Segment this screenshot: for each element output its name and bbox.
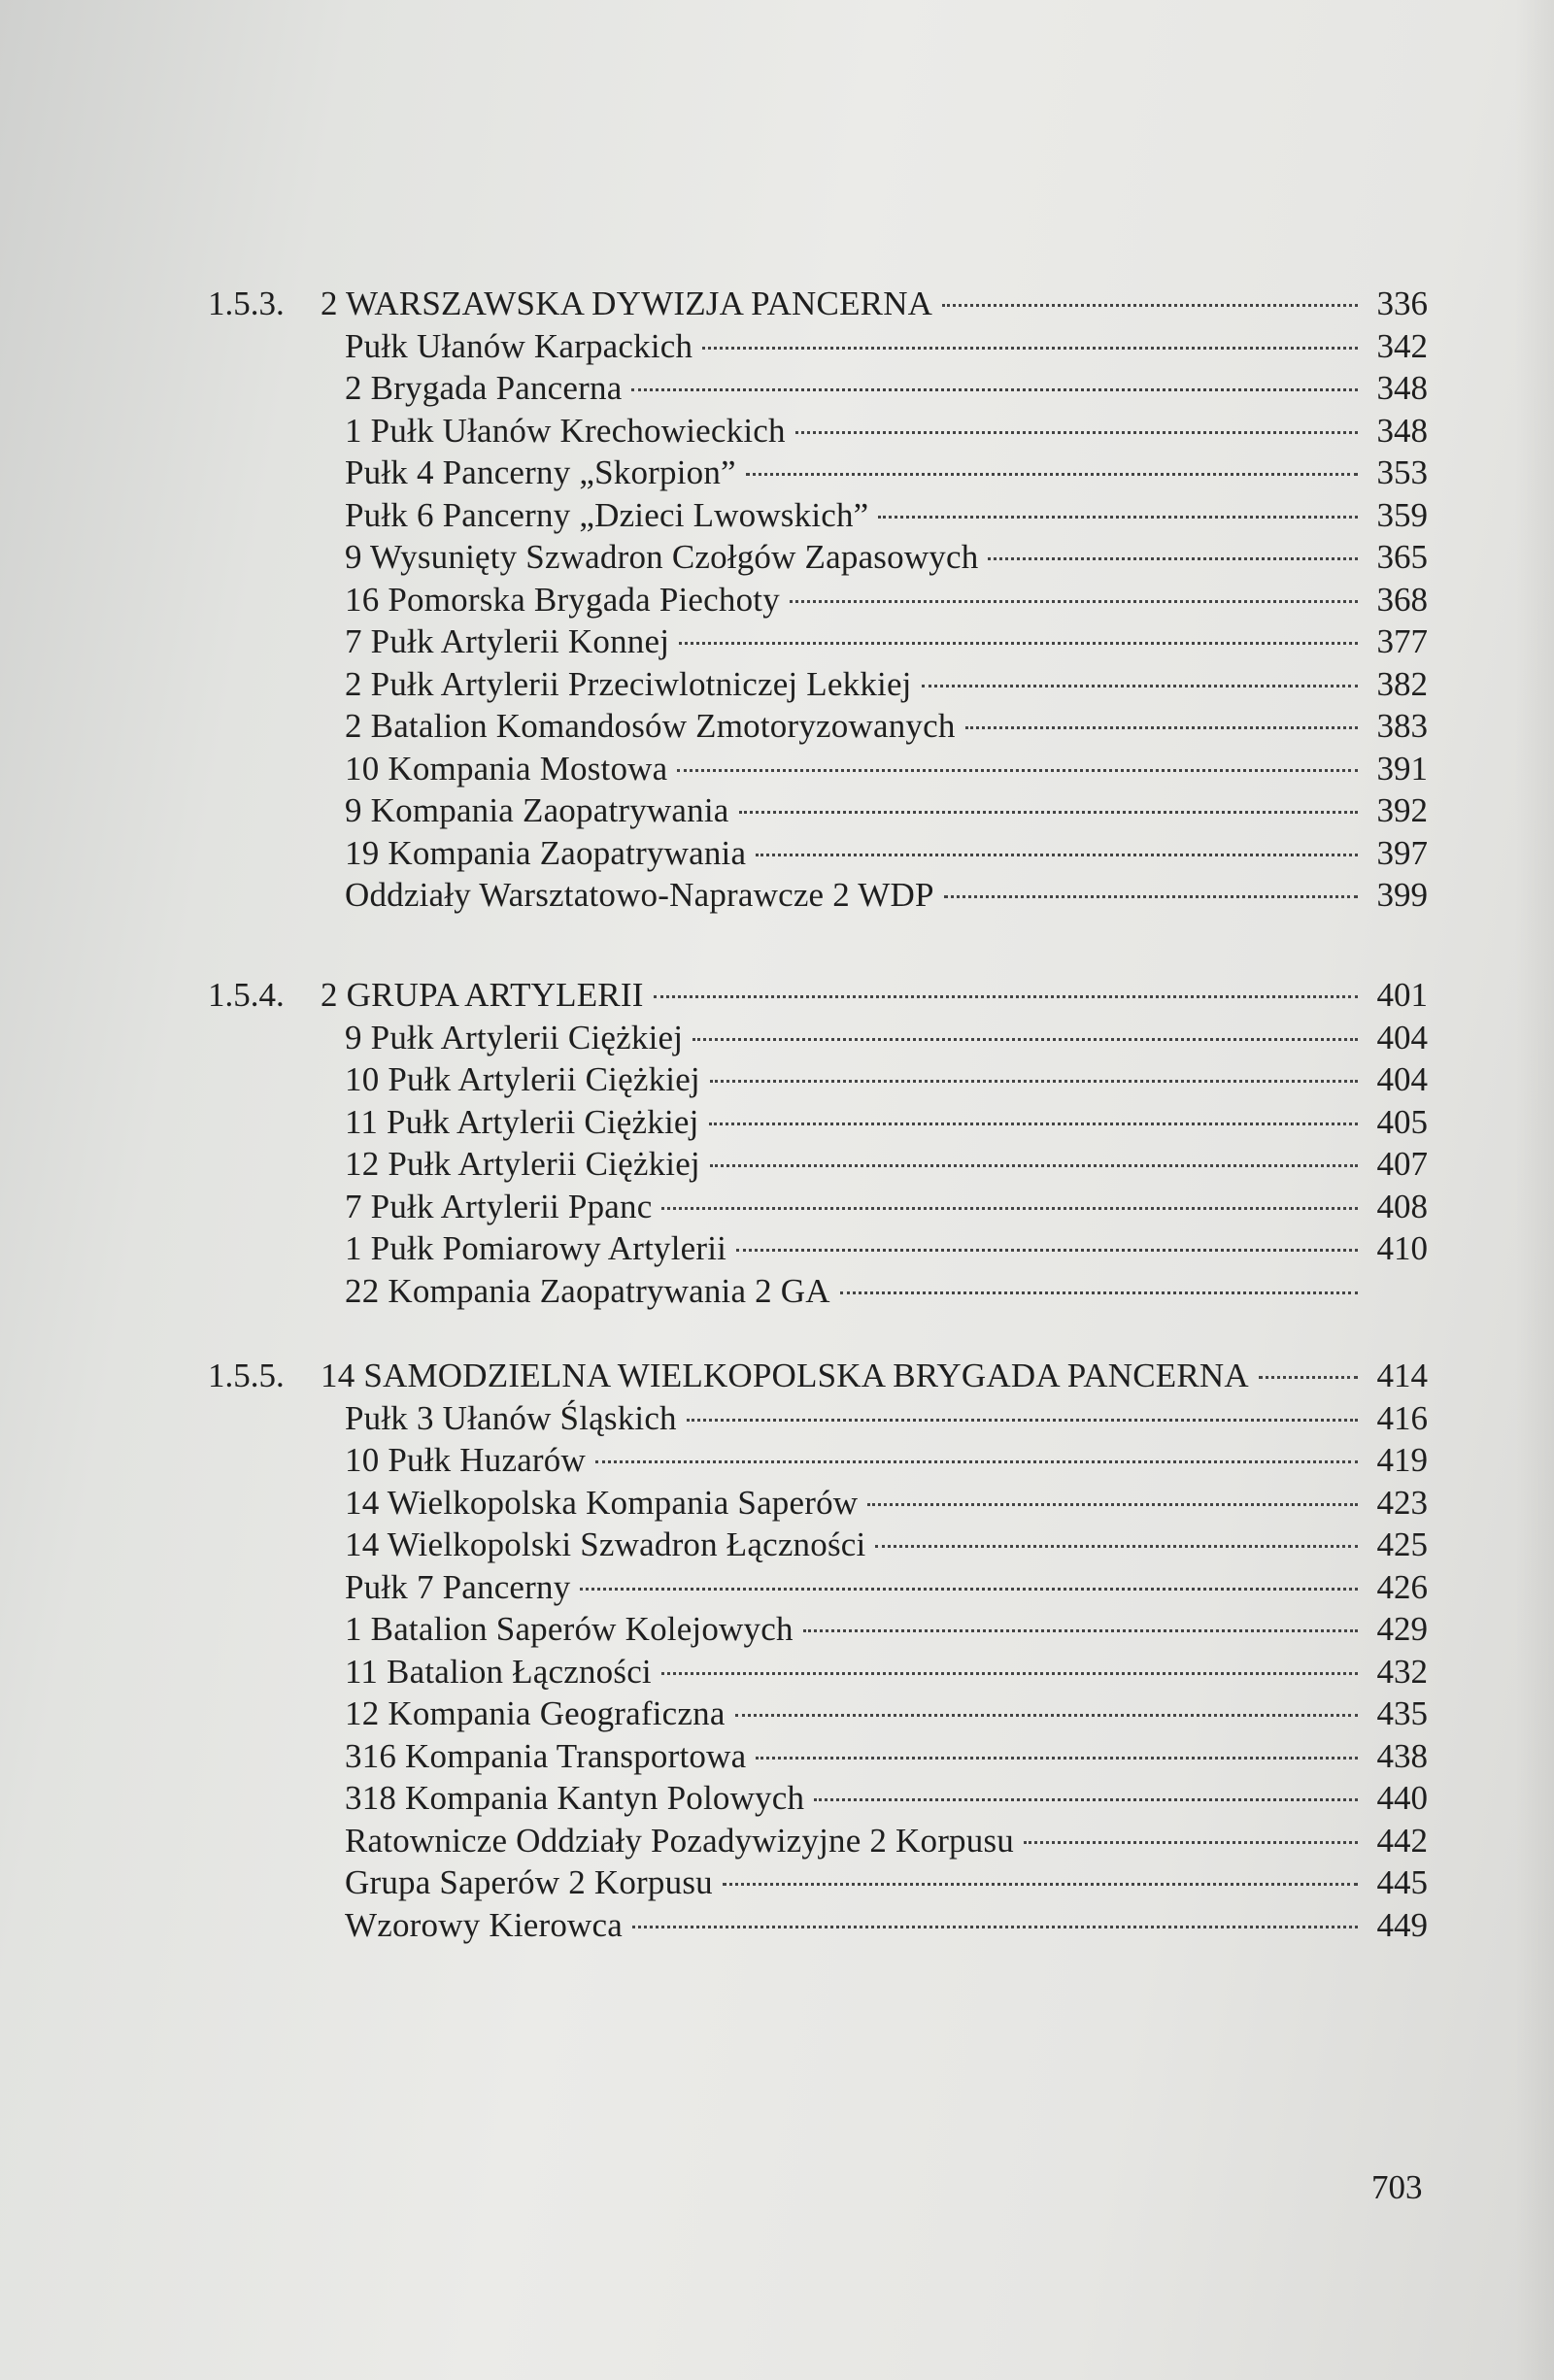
entry-title: 22 Kompania Zaopatrywania 2 GA	[345, 1271, 830, 1310]
toc-entry	[345, 1018, 1428, 1058]
entry-page-number: 353	[1376, 453, 1428, 491]
toc-entry	[345, 1736, 1428, 1777]
dot-leader	[1259, 1376, 1358, 1379]
toc-entry	[345, 1187, 1428, 1227]
toc-entry	[345, 1398, 1428, 1439]
dot-leader	[756, 854, 1358, 856]
entry-page-number: 404	[1376, 1060, 1428, 1098]
dot-leader	[746, 473, 1358, 476]
entry-title: 14 Wielkopolska Kompania Saperów	[345, 1483, 859, 1522]
entry-page-number: 404	[1376, 1018, 1428, 1056]
toc-entry	[345, 621, 1428, 662]
entry-title: 1 Pułk Pomiarowy Artylerii	[345, 1229, 727, 1267]
entry-page-number: 408	[1376, 1187, 1428, 1225]
dot-leader	[944, 895, 1358, 898]
toc-entry	[345, 1483, 1428, 1524]
entry-title: 1 Batalion Saperów Kolejowych	[345, 1610, 794, 1648]
dot-leader	[756, 1757, 1358, 1760]
entry-title: 2 Brygada Pancerna	[345, 369, 623, 407]
toc-entry	[345, 1525, 1428, 1565]
entry-page-number: 392	[1376, 791, 1428, 829]
dot-leader	[867, 1503, 1358, 1506]
entry-page-number: 397	[1376, 833, 1428, 872]
toc-section-heading	[208, 975, 1428, 1016]
toc-entry	[345, 495, 1428, 536]
dot-leader	[814, 1798, 1358, 1801]
entry-title: Ratownicze Oddziały Pozadywizyjne 2 Korpusu	[345, 1821, 1014, 1860]
toc-entry	[345, 1102, 1428, 1143]
entry-page-number: 449	[1376, 1905, 1428, 1944]
entry-title: 1 Pułk Ułanów Krechowieckich	[345, 411, 786, 450]
dot-leader	[790, 600, 1358, 603]
entry-title: 10 Pułk Huzarów	[345, 1441, 586, 1479]
entry-title: 10 Kompania Mostowa	[345, 749, 668, 788]
entry-page-number: 342	[1376, 326, 1428, 365]
entry-title: Pułk 3 Ułanów Śląskich	[345, 1398, 677, 1437]
dot-leader	[677, 769, 1358, 772]
dot-leader	[631, 388, 1358, 391]
dot-leader	[735, 1714, 1358, 1717]
entry-page-number: 419	[1376, 1441, 1428, 1479]
dot-leader	[840, 1291, 1358, 1294]
toc-entry	[345, 749, 1428, 789]
entry-title: 7 Pułk Artylerii Konnej	[345, 622, 670, 660]
entry-title: 316 Kompania Transportowa	[345, 1736, 747, 1775]
toc-entry	[345, 790, 1428, 831]
dot-leader	[580, 1588, 1358, 1591]
page-number: 703	[1371, 2168, 1423, 2206]
toc-entry	[345, 1905, 1428, 1946]
dot-leader	[803, 1629, 1358, 1632]
dot-leader	[687, 1419, 1358, 1422]
toc-entry	[345, 326, 1428, 367]
entry-title: Grupa Saperów 2 Korpusu	[345, 1863, 713, 1901]
page-edge-shadow	[1515, 0, 1554, 2380]
section-title: 14 SAMODZIELNA WIELKOPOLSKA BRYGADA PANCERNA	[321, 1357, 1249, 1394]
toc-entry	[345, 368, 1428, 409]
entry-title: Pułk 6 Pancerny „Dzieci Lwowskich”	[345, 495, 869, 534]
dot-leader	[723, 1883, 1358, 1886]
toc-entry	[345, 537, 1428, 578]
dot-leader	[965, 726, 1358, 729]
entry-title: 12 Kompania Geograficzna	[345, 1694, 726, 1732]
toc-entry	[345, 580, 1428, 620]
entry-title: 14 Wielkopolski Szwadron Łączności	[345, 1525, 866, 1563]
entry-page-number: 336	[1376, 285, 1428, 322]
section-title: 2 GRUPA ARTYLERII	[321, 976, 644, 1014]
entry-page-number: 348	[1376, 411, 1428, 450]
entry-page-number: 359	[1376, 495, 1428, 534]
section-title: 2 WARSZAWSKA DYWIZJA PANCERNA	[321, 285, 933, 322]
toc-entry	[345, 664, 1428, 705]
entry-page-number: 429	[1376, 1610, 1428, 1648]
dot-leader	[710, 1164, 1358, 1167]
toc-entry	[345, 453, 1428, 493]
entry-title: 2 Pułk Artylerii Przeciwlotniczej Lekkiej	[345, 664, 912, 703]
toc-entry	[345, 1609, 1428, 1650]
entry-title: Oddziały Warsztatowo-Naprawcze 2 WDP	[345, 876, 934, 914]
dot-leader	[875, 1545, 1358, 1548]
toc-entry	[345, 411, 1428, 452]
entry-page-number: 365	[1376, 538, 1428, 576]
entry-page-number: 405	[1376, 1102, 1428, 1141]
toc-entry	[345, 875, 1428, 916]
entry-page-number: 426	[1376, 1567, 1428, 1606]
toc-entry	[345, 706, 1428, 747]
entry-page-number: 423	[1376, 1483, 1428, 1522]
dot-leader	[710, 1080, 1358, 1083]
entry-page-number: 435	[1376, 1694, 1428, 1732]
dot-leader	[661, 1672, 1358, 1675]
entry-page-number: 407	[1376, 1145, 1428, 1183]
toc-entry	[345, 1144, 1428, 1185]
entry-title: 9 Pułk Artylerii Ciężkiej	[345, 1018, 684, 1056]
toc-entry	[345, 1059, 1428, 1100]
toc-entry	[345, 1228, 1428, 1269]
entry-title: 9 Kompania Zaopatrywania	[345, 791, 729, 829]
entry-page-number: 432	[1376, 1652, 1428, 1691]
dot-leader	[661, 1207, 1358, 1210]
entry-title: Pułk Ułanów Karpackich	[345, 326, 693, 365]
toc-entry	[345, 1778, 1428, 1819]
entry-page-number: 377	[1376, 622, 1428, 660]
entry-title: 2 Batalion Komandosów Zmotoryzowanych	[345, 707, 956, 745]
entry-page-number: 348	[1376, 369, 1428, 407]
entry-page-number: 425	[1376, 1525, 1428, 1563]
entry-page-number: 442	[1376, 1821, 1428, 1860]
toc-entry	[345, 1440, 1428, 1481]
entry-page-number: 383	[1376, 707, 1428, 745]
dot-leader	[654, 995, 1358, 998]
toc-section-heading	[208, 1356, 1428, 1396]
entry-page-number: 416	[1376, 1398, 1428, 1437]
toc-entry	[345, 1693, 1428, 1734]
entry-page-number: 399	[1376, 876, 1428, 914]
dot-leader	[922, 685, 1358, 687]
section-number: 1.5.4.	[208, 976, 285, 1014]
entry-page-number: 414	[1376, 1357, 1428, 1394]
entry-title: Pułk 4 Pancerny „Skorpion”	[345, 453, 736, 491]
dot-leader	[679, 642, 1358, 645]
entry-title: 7 Pułk Artylerii Ppanc	[345, 1187, 653, 1225]
section-number: 1.5.5.	[208, 1357, 285, 1394]
dot-leader	[736, 1249, 1358, 1252]
entry-title: 318 Kompania Kantyn Polowych	[345, 1779, 805, 1817]
entry-title: 12 Pułk Artylerii Ciężkiej	[345, 1145, 700, 1183]
toc-entry	[345, 833, 1428, 874]
entry-title: 9 Wysunięty Szwadron Czołgów Zapasowych	[345, 538, 979, 576]
dot-leader	[702, 347, 1358, 350]
entry-title: 11 Pułk Artylerii Ciężkiej	[345, 1102, 699, 1141]
entry-title: Wzorowy Kierowca	[345, 1905, 623, 1944]
entry-page-number: 440	[1376, 1779, 1428, 1817]
toc-section-heading	[208, 284, 1428, 324]
entry-page-number: 391	[1376, 749, 1428, 788]
entry-page-number: 401	[1376, 976, 1428, 1014]
toc-entry	[345, 1652, 1428, 1693]
toc-entry	[345, 1821, 1428, 1861]
entry-page-number: 445	[1376, 1863, 1428, 1901]
dot-leader	[878, 516, 1358, 519]
entry-page-number: 368	[1376, 580, 1428, 619]
dot-leader	[988, 557, 1358, 560]
dot-leader	[739, 811, 1359, 814]
section-number: 1.5.3.	[208, 285, 285, 322]
entry-page-number: 438	[1376, 1736, 1428, 1775]
entry-title: 16 Pomorska Brygada Piechoty	[345, 580, 780, 619]
entry-page-number: 382	[1376, 664, 1428, 703]
dot-leader	[595, 1460, 1358, 1463]
entry-title: 10 Pułk Artylerii Ciężkiej	[345, 1060, 700, 1098]
toc-entry	[345, 1862, 1428, 1903]
entry-page-number: 410	[1376, 1229, 1428, 1267]
toc-entry	[345, 1567, 1428, 1608]
dot-leader	[795, 431, 1358, 434]
dot-leader	[1024, 1841, 1358, 1844]
dot-leader	[709, 1123, 1358, 1125]
entry-title: 11 Batalion Łączności	[345, 1652, 652, 1691]
entry-title: Pułk 7 Pancerny	[345, 1567, 571, 1606]
dot-leader	[693, 1038, 1358, 1041]
dot-leader	[632, 1926, 1358, 1928]
entry-title: 19 Kompania Zaopatrywania	[345, 833, 747, 872]
toc-entry	[345, 1271, 1428, 1312]
dot-leader	[942, 304, 1358, 307]
